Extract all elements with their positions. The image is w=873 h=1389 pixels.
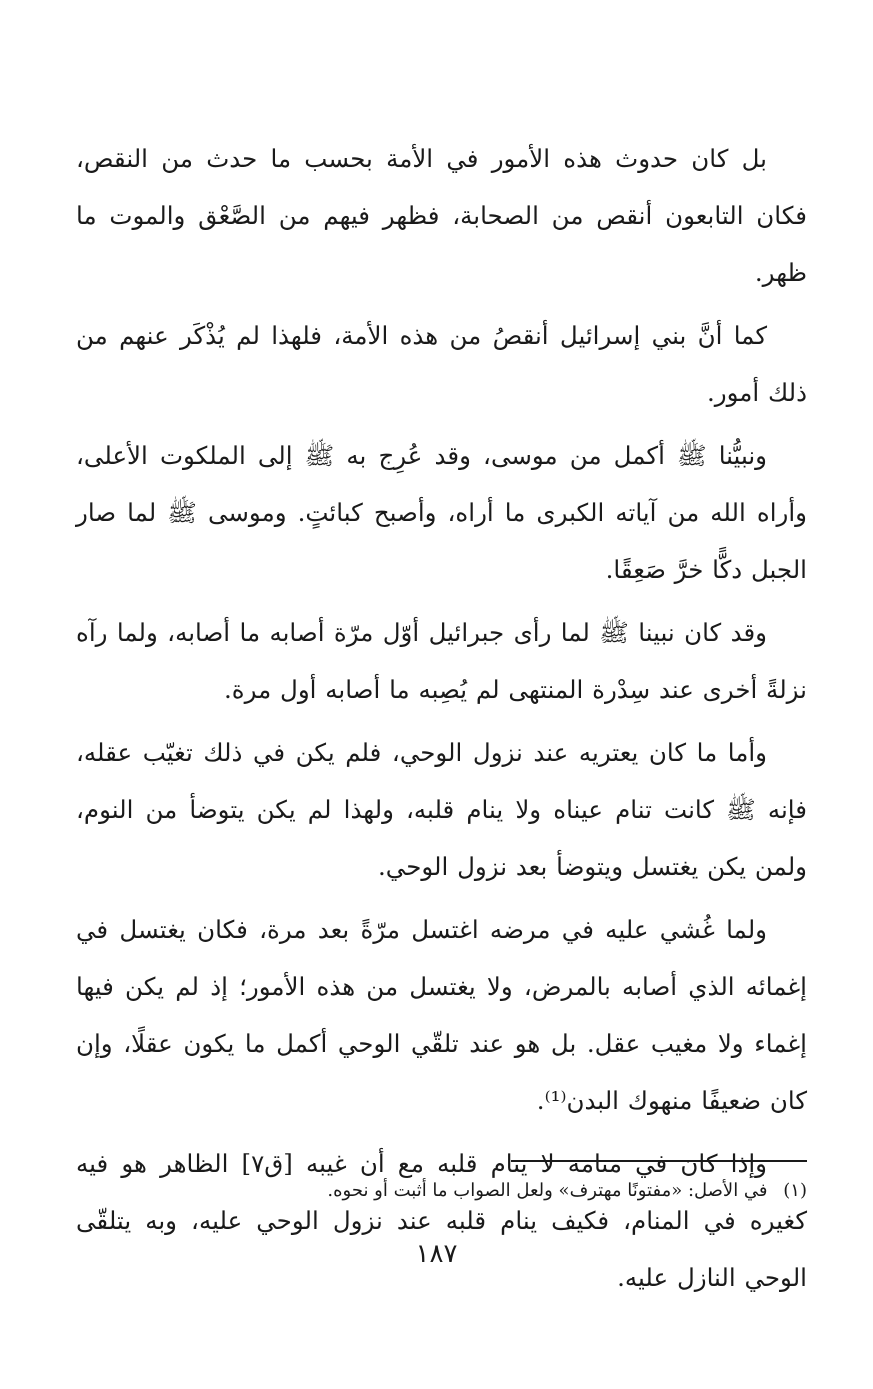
paragraph: ونبيُّنا ﷺ أكمل من موسى، وقد عُرِج به ﷺ إلى الملكوت الأعلى، وأراه الله من آياته الكبرى ما أراه، وأصبح كبائتٍ. وموسى ﷺ لما صار الجبل دكًّا خرَّ صَعِقًا.: [76, 441, 807, 584]
footnote-separator: [511, 1160, 807, 1162]
main-text: [76, 130, 807, 1312]
paragraph: بل كان حدوث هذه الأمور في الأمة بحسب ما حدث من النقص، فكان التابعون أنقص من الصحابة، فظهر فيهم من الصَّعْق والموت ما ظهر.: [76, 144, 807, 287]
paragraph: وقد كان نبينا ﷺ لما رأى جبرائيل أوّل مرّة أصابه ما أصابه، ولما رآه نزلةً أخرى عند سِدْرة المنتهى لم يُصِبه ما أصابه أول مرة.: [76, 618, 807, 704]
page-number: ١٨٧: [415, 1239, 458, 1269]
paragraph: كما أنَّ بني إسرائيل أنقصُ من هذه الأمة، فلهذا لم يُذْكَر عنهم من ذلك أمور.: [76, 321, 807, 407]
footnote-text: في الأصل: «مفتونًا مهترف» ولعل الصواب ما أثبت أو نحوه.: [327, 1180, 768, 1201]
footnote-number: (١): [783, 1180, 807, 1201]
paragraph: ولما غُشي عليه في مرضه اغتسل مرّةً بعد مرة، فكان يغتسل في إغمائه الذي أصابه بالمرض، ولا يغتسل من هذه الأمور؛ إذ لم يكن فيها إغماء ولا مغيب عقل. بل هو عند تلقّي الوحي أكمل ما يكون عقلًا، وإن كان ضعيفًا منهوك البدن⁽¹⁾.: [76, 915, 807, 1115]
paragraph: وإذا كان في منامه لا ينام قلبه مع أن غيبه [ق٧] الظاهر هو فيه كغيره في المنام، فكيف ينام قلبه عند نزول الوحي عليه، وبه يتلقّى الوحي النازل عليه.: [76, 1149, 807, 1292]
footnote: [76, 1174, 807, 1208]
paragraph: وأما ما كان يعتريه عند نزول الوحي، فلم يكن في ذلك تغيّب عقله، فإنه ﷺ كانت تنام عيناه ولا ينام قلبه، ولهذا لم يكن يتوضأ من النوم، ولمن يكن يغتسل ويتوضأ بعد نزول الوحي.: [76, 738, 807, 881]
